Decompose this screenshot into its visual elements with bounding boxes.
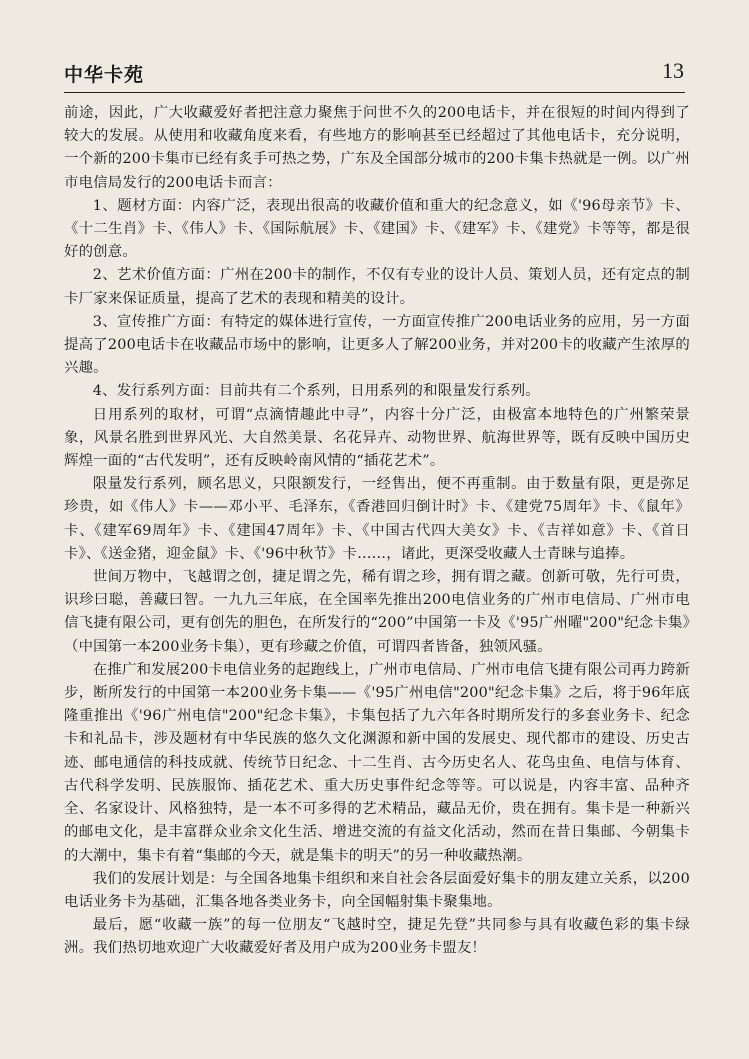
page-number: 13 xyxy=(662,58,684,83)
paragraph: 在推广和发展200卡电信业务的起跑线上，广州市电信局、广州市电信飞捷有限公司再力跨新步，断所发行的中国第一本200业务卡集——《'95广州电信"200"纪念卡集》之后，将于96年底隆重推出《'96广州电信"200"纪念卡集》，卡集包括了九六年各时期所发行的多套业务卡、纪念卡和礼品卡，涉及题材有中华民族的悠久文化渊源和新中国的发展史、现代都市的建设、历史古迹、邮电通信的科技成就、传统节日纪念、十二生肖、古今历史名人、花鸟虫鱼、电信与体育、古代科学发明、民族服饰、插花艺术、重大历史事件纪念等等。可以说是，内容丰富、品种齐全、名家设计、风格独特，是一本不可多得的艺术精品，藏品无价，贵在拥有。集卡是一种新兴的邮电文化，是丰富群众业余文化生活、增进交流的有益文化活动，然而在昔日集邮、今朝集卡的大潮中，集卡有着“集邮的今天，就是集卡的明天”的另一种收藏热潮。 xyxy=(64,661,690,864)
paragraph: 1、题材方面：内容广泛，表现出很高的收藏价值和重大的纪念意义，如《'96母亲节》卡、《十二生肖》卡、《伟人》卡、《国际航展》卡、《建国》卡、《建军》卡、《建党》卡等等，都是很好的创意。 xyxy=(64,197,690,261)
magazine-title: 中华卡苑 xyxy=(64,64,145,86)
paragraph: 4、发行系列方面：目前共有二个系列，日用系列的和限量发行系列。 xyxy=(92,383,540,400)
page-header xyxy=(64,58,684,90)
paragraph: 前途，因此，广大收藏爱好者把注意力聚焦于问世不久的200电话卡，并在很短的时间内得到了较大的发展。从使用和收藏角度来看，有些地方的影响甚至已经超过了其他电话卡，充分说明，一个新的200卡集市已经有炙手可热之势，广东及全国部分城市的200卡集卡热就是一例。以广州市电信局发行的200电话卡而言： xyxy=(64,105,690,191)
paragraph: 最后，愿“收藏一族”的每一位朋友“飞越时空，捷足先登”共同参与具有收藏色彩的集卡绿洲。我们热切地欢迎广大收藏爱好者及用户成为200业务卡盟友！ xyxy=(64,917,690,957)
paragraph: 3、宣传推广方面：有特定的媒体进行宣传，一方面宣传推广200电话业务的应用，另一方面提高了200电话卡在收藏品市场中的影响，让更多人了解200业务，并对200卡的收藏产生浓厚的兴趣。 xyxy=(64,313,690,377)
paragraph: 我们的发展计划是：与全国各地集卡组织和来自社会各层面爱好集卡的朋友建立关系，以200电话业务卡为基础，汇集各地各类业务卡，向全国幅射集卡聚集地。 xyxy=(64,870,690,910)
paragraph: 日用系列的取材，可谓“点滴情趣此中寻”，内容十分广泛，由极富本地特色的广州繁荣景象，风景名胜到世界风光、大自然美景、名花异卉、动物世界、航海世界等，既有反映中国历史辉煌一面的“古代发明”，还有反映岭南风情的“插花艺术”。 xyxy=(64,406,690,470)
paragraph: 世间万物中，飞越谓之创，捷足谓之先，稀有谓之珍，拥有谓之藏。创新可敬，先行可贵，识珍曰聪，善藏曰智。一九九三年底，在全国率先推出200电信业务的广州市电信局、广州市电信飞捷有限公司，更有创先的胆色，在所发行的“200”中国第一卡及《'95广州曜"200"纪念卡集》（中国第一本200业务卡集），更有珍藏之价值，可谓四者皆备，独领风骚。 xyxy=(64,569,690,655)
paragraph: 2、艺术价值方面：广州在200卡的制作，不仅有专业的设计人员、策划人员，还有定点的制卡厂家来保证质量，提高了艺术的表现和精美的设计。 xyxy=(64,267,690,307)
paragraph: 限量发行系列，顾名思义，只限额发行，一经售出，便不再重制。由于数量有限，更是弥足珍贵，如《伟人》卡——邓小平、毛泽东，《香港回归倒计时》卡、《建党75周年》卡、《鼠年》卡、《建军69周年》卡、《建国47周年》卡、《中国古代四大美女》卡、《吉祥如意》卡、《首日卡》、《送金猪，迎金鼠》卡、《'96中秋节》卡……，诸此，更深受收藏人士青睐与追捧。 xyxy=(64,476,690,562)
article-body xyxy=(64,102,690,961)
header-rule xyxy=(64,92,685,93)
